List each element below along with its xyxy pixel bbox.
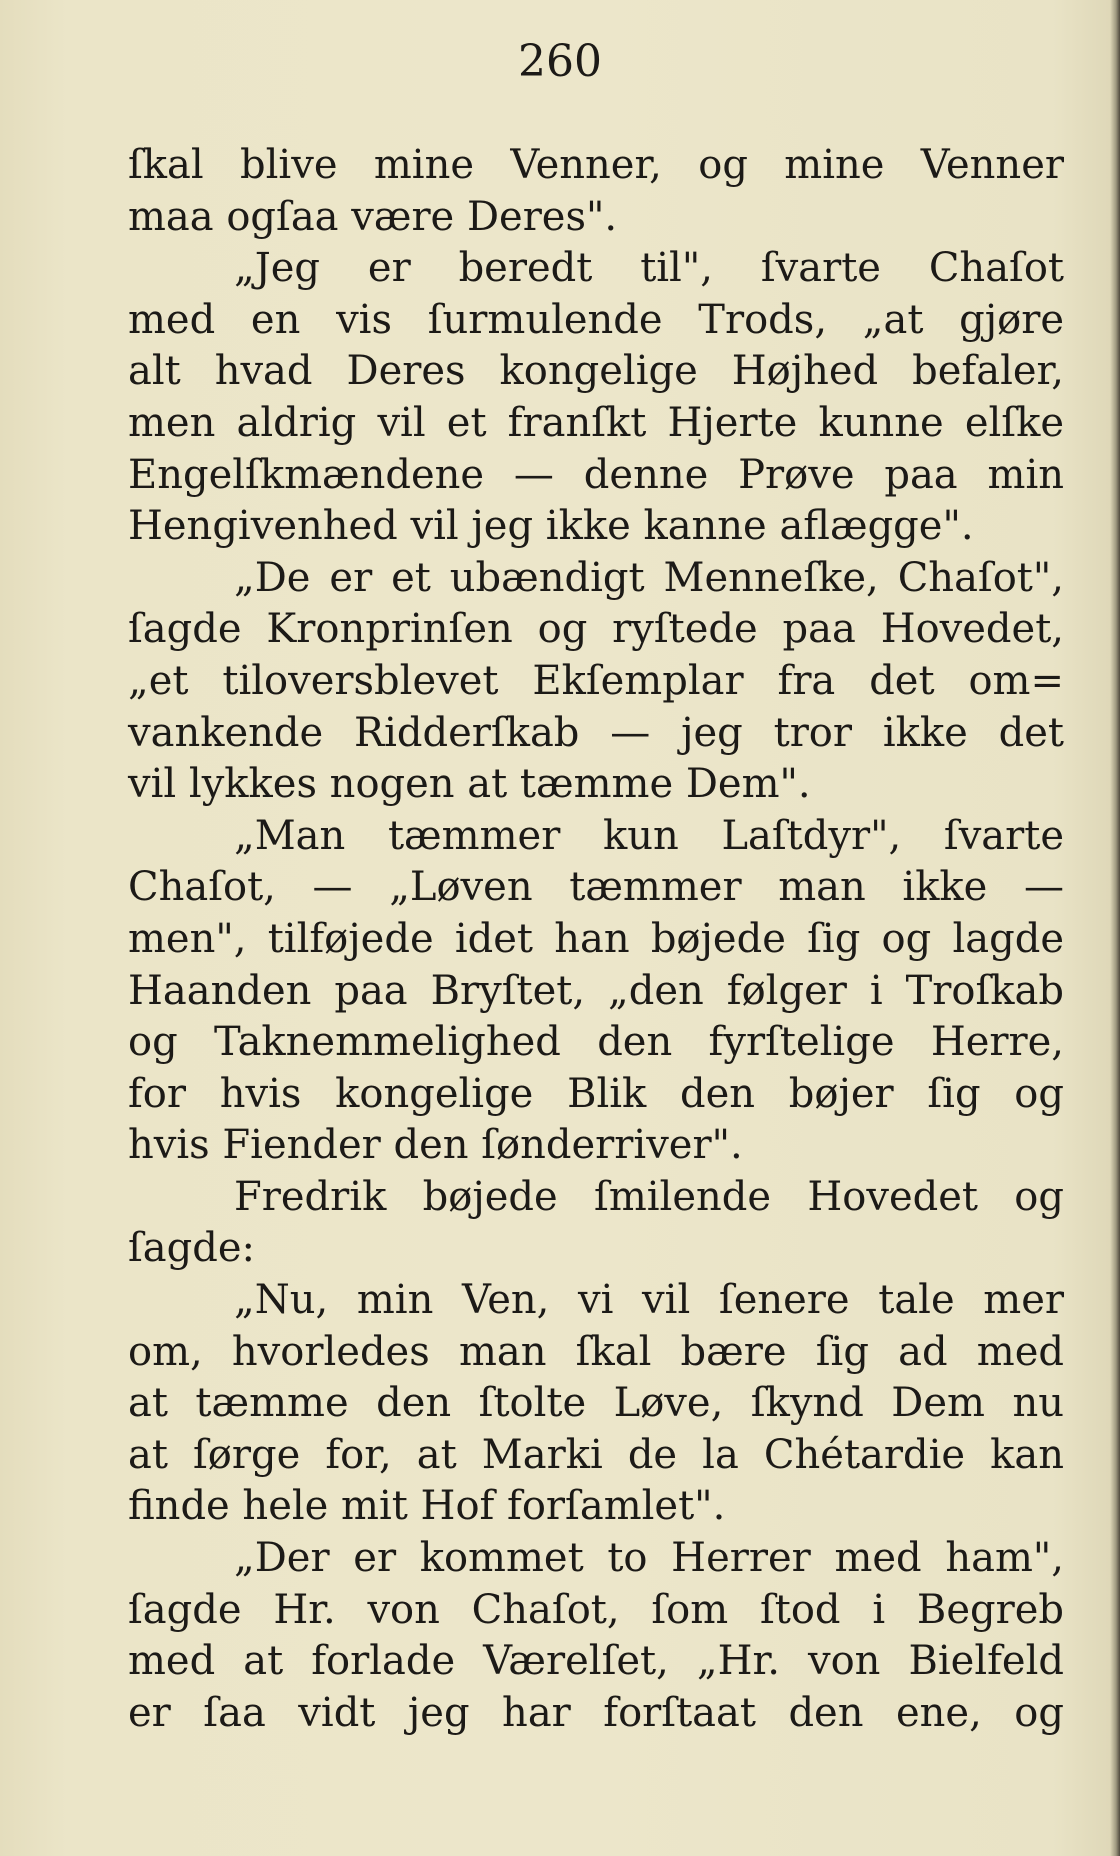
text-line: ſagde Kronprinſen og ryſtede paa Hovedet, [128, 606, 1064, 653]
text-line: Fredrik bøjede ſmilende Hovedet og [234, 1173, 1064, 1220]
text-line: Hengivenhed vil jeg ikke kanne aflægge". [128, 503, 974, 550]
text-line: „De er et ubændigt Menneſke, Chaſot", [234, 554, 1064, 601]
text-line: hvis Fiender den ſønderriver". [128, 1122, 743, 1169]
text-line: maa ogſaa være Deres". [128, 193, 618, 240]
text-line: „Der er kommet to Herrer med ham", [234, 1535, 1064, 1582]
text-line: Engelſkmændene — denne Prøve paa min [128, 451, 1064, 498]
text-line: for hvis kongelige Blik den bøjer ſig og [128, 1070, 1064, 1117]
text-line: „Jeg er beredt til", ſvarte Chaſot [234, 245, 1064, 292]
text-line: finde hele mit Hof forſamlet". [128, 1483, 726, 1530]
body-text [128, 140, 1064, 1739]
text-line: alt hvad Deres kongelige Højhed befaler, [128, 348, 1064, 395]
text-line: „et tiloversblevet Ekſemplar fra det om= [128, 657, 1064, 704]
text-line: ſagde Hr. von Chaſot, ſom ſtod i Begreb [128, 1586, 1064, 1633]
text-line: „Man tæmmer kun Laſtdyr", ſvarte [234, 812, 1064, 859]
text-line: at ſørge for, at Marki de la Chétardie kan [128, 1431, 1064, 1478]
text-line: om, hvorledes man ſkal bære ſig ad med [128, 1328, 1064, 1375]
text-line: ſkal blive mine Venner, og mine Venner [128, 142, 1064, 188]
page-number: 260 [518, 36, 602, 87]
text-line: men", tilføjede idet han bøjede ſig og lagde [128, 915, 1064, 962]
text-line: er ſaa vidt jeg har forſtaat den ene, og [128, 1689, 1064, 1736]
text-line: med at forlade Værelſet, „Hr. von Bielfeld [128, 1638, 1064, 1685]
text-line: men aldrig vil et franſkt Hjerte kunne elſke [128, 399, 1064, 446]
text-line: ſagde: [128, 1225, 256, 1272]
text-line: med en vis ſurmulende Trods, „at gjøre [128, 296, 1064, 343]
text-line: Chaſot, — „Løven tæmmer man ikke — [128, 864, 1064, 911]
text-line: vankende Ridderſkab — jeg tror ikke det [128, 709, 1064, 756]
text-line: „Nu, min Ven, vi vil ſenere tale mer [234, 1277, 1064, 1324]
text-line: og Taknemmelighed den fyrſtelige Herre, [128, 1019, 1064, 1066]
text-line: at tæmme den ſtolte Løve, ſkynd Dem nu [128, 1380, 1064, 1427]
page-edge-shadow [1110, 0, 1120, 1856]
text-line: vil lykkes nogen at tæmme Dem". [128, 761, 811, 808]
text-line: Haanden paa Bryſtet, „den følger i Troſkab [128, 967, 1064, 1014]
